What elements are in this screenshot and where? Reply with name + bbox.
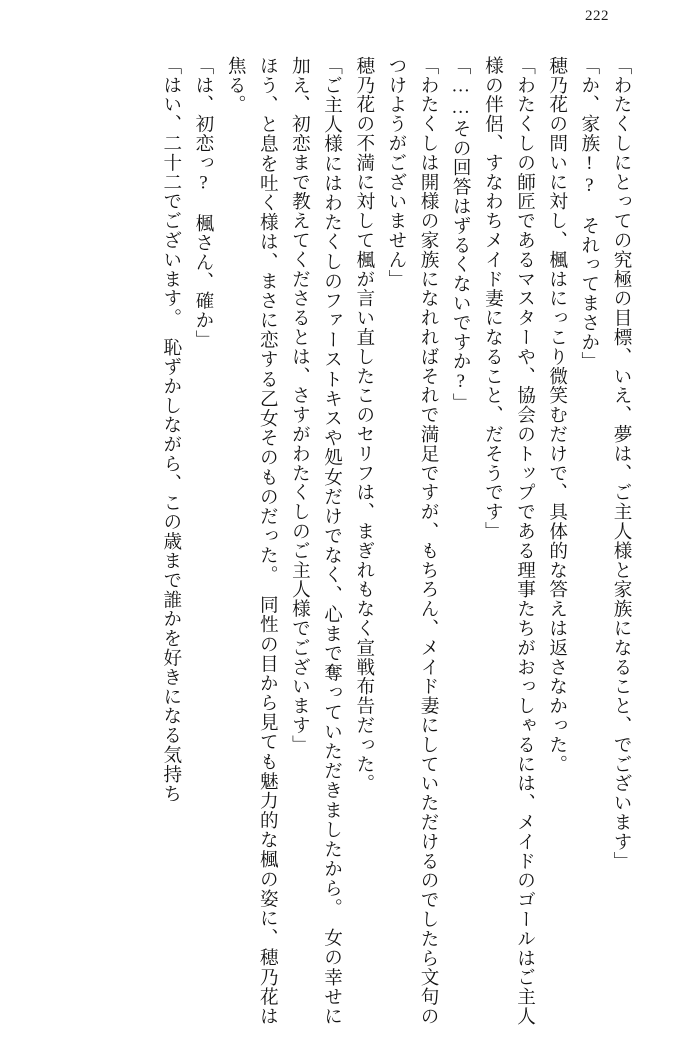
paragraph: 「は、初恋っ? 楓さん、確か」 xyxy=(192,56,214,350)
paragraph: 穂乃花の不満に対して楓が言い直したこのセリフは、まぎれもなく宣戦布告だった。 xyxy=(353,56,375,794)
paragraph: ほう、と息を吐く様は、まさに恋する乙女そのものだった。 同性の目から見ても魅力的な楓の姿に、穂乃花は焦る。 xyxy=(225,56,279,1026)
paragraph: 「わたくしにとっての究極の目標、いえ、夢は、ご主人様と家族になること、でございます」 xyxy=(611,56,632,871)
paragraph: 「わたくしの師匠であるマスターや、協会のトップである理事たちがおっしゃるには、メイドのゴールはご主人様の伴侶、すなわちメイド妻になること、だそうです」 xyxy=(482,56,536,1026)
page-body-text xyxy=(36,56,637,1026)
paragraph: 「……その回答はずるくないですか?」 xyxy=(450,56,472,413)
page-number: 222 xyxy=(585,8,609,24)
paragraph: 「わたくしは開様の家族になれればそれで満足ですが、もちろん、メイド妻にしていただけるのでしたら文句のつけようがございません」 xyxy=(385,56,440,1026)
paragraph: 「はい、二十二でございます。 恥ずかしながら、この歳まで誰かを好きになる気持ち xyxy=(160,56,182,804)
paragraph: 「か、家族!? それってまさか」 xyxy=(578,56,600,372)
paragraph: 穂乃花の問いに対し、楓はにっこり微笑むだけで、具体的な答えは返さなかった。 xyxy=(546,56,568,774)
paragraph: 「ご主人様にはわたくしのファーストキスや処女だけでなく、心まで奪っていただきましたから。 女の幸せに加え、初恋まで教えてくださるとは、さすがわたくしのご主人様でございます」 xyxy=(289,56,343,1026)
